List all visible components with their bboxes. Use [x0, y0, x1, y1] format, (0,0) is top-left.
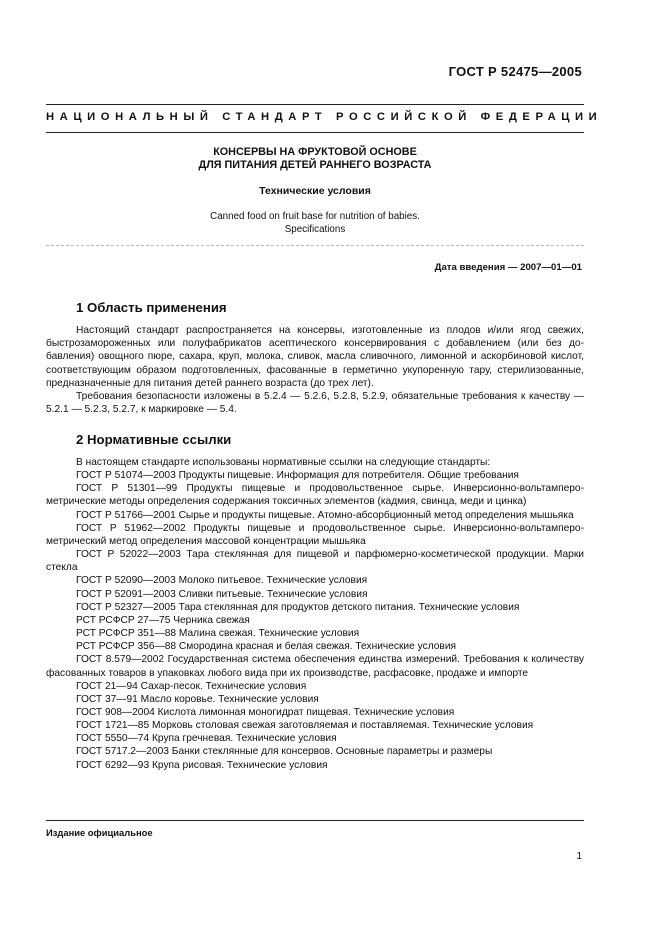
list-item: ГОСТ Р 52327—2005 Тара стеклянная для продуктов детского питания. Технические условия [76, 601, 520, 613]
banner-divider [46, 132, 584, 133]
english-title-line-2: Specifications [284, 224, 346, 235]
list-item: ГОСТ 5550—74 Крупа гречневая. Технические условия [76, 733, 337, 745]
document-title [46, 146, 584, 172]
english-title [46, 210, 584, 236]
list-item: ГОСТ 6292—93 Крупа рисовая. Технические условия [76, 759, 328, 771]
list-item: РСТ РСФСР 356—88 Смородина красная и белая свежая. Технические условия [76, 641, 457, 653]
list-item: ГОСТ 5717.2—2003 Банки стеклянные для консервов. Основные параметры и размеры [76, 746, 493, 758]
list-item: ГОСТ Р 51301—99 Продукты пищевые и продовольственное сырье. Инверсионно-вольтамперометрические методы определения содержания токсичных элементов (кадмия, свинца, меди и цинка) [46, 483, 584, 508]
section-2-heading: 2 Нормативные ссылки [76, 432, 232, 447]
list-item: ГОСТ 8.579—2002 Государственная система обеспечения единства измерений. Требования к количеству фасованных товаров в упаковках любого вида при их производстве, расфасовке, продаже и импорте [46, 654, 584, 679]
section-1-paragraph: Требования безопасности изложены в 5.2.4 — 5.2.6, 5.2.8, 5.2.9, обязательные требования к качеству — 5.2.1 — 5.2.3, 5.2.7, к маркировке — 5.4. [46, 391, 584, 416]
list-item: ГОСТ Р 52022—2003 Тара стеклянная для пищевой и парфюмерно-косметической продукции. Марки стекла [46, 549, 584, 574]
list-item: ГОСТ Р 52091—2003 Сливки питьевые. Технические условия [76, 588, 368, 600]
list-item: ГОСТ 1721—85 Морковь столовая свежая заготовляемая и поставляемая. Технические условия [76, 720, 534, 732]
standard-code: ГОСТ Р 52475—2005 [448, 64, 582, 79]
section-1-heading: 1 Область применения [76, 300, 227, 315]
list-item: ГОСТ 21—94 Сахар-песок. Технические условия [76, 680, 307, 692]
list-item: ГОСТ Р 51074—2003 Продукты пищевые. Информация для потребителя. Общие требования [76, 470, 519, 482]
list-item: В настоящем стандарте использованы нормативные ссылки на следующие стандарты: [76, 457, 491, 468]
national-standard-banner: НАЦИОНАЛЬНЫЙ СТАНДАРТ РОССИЙСКОЙ ФЕДЕРАЦИИ [46, 111, 603, 123]
list-item: ГОСТ Р 51766—2001 Сырье и продукты пищевые. Атомно-абсорбционный метод определения мышьяка [76, 509, 574, 521]
list-item: ГОСТ 908—2004 Кислота лимонная моногидрат пищевая. Технические условия [76, 706, 455, 718]
title-divider [46, 245, 584, 246]
document-subtitle: Технические условия [259, 185, 371, 197]
list-item: ГОСТ Р 51962—2002 Продукты пищевые и продовольственное сырье. Инверсионно-вольтамперометрический метод определения массовой концентрации мышьяка [46, 522, 584, 547]
references-list [46, 456, 584, 772]
footer-divider [46, 820, 584, 821]
list-item: РСТ РСФСР 27—75 Черника свежая [76, 614, 250, 626]
title-line-1: КОНСЕРВЫ НА ФРУКТОВОЙ ОСНОВЕ [213, 146, 417, 158]
title-line-2: ДЛЯ ПИТАНИЯ ДЕТЕЙ РАННЕГО ВОЗРАСТА [198, 159, 432, 171]
introduction-date: Дата введения — 2007—01—01 [434, 262, 582, 273]
section-1-body [46, 324, 584, 416]
section-1-paragraph: Настоящий стандарт распространяется на консервы, изготовленные из плодов и/или ягод свежих, быстрозамороженных или полуфабрикатов асептического консервирования с добавлением (или без добавления) овощного пюре, сахара, круп, молока, сливок, масла сливочного, лимонной и аскорбиновой кислот, соответствующим образом подготовленных, фасованные в герметично укупоренную тару, стерилизованные, предназначенные для питания детей раннего возраста (до трех лет). [46, 325, 584, 389]
top-divider [46, 104, 584, 105]
list-item: РСТ РСФСР 351—88 Малина свежая. Технические условия [76, 628, 360, 640]
page-number: 1 [576, 851, 582, 862]
official-edition-note: Издание официальное [46, 827, 153, 838]
english-title-line-1: Canned food on fruit base for nutrition of babies. [210, 211, 420, 222]
list-item: ГОСТ Р 52090—2003 Молоко питьевое. Технические условия [76, 575, 368, 587]
list-item: ГОСТ 37—91 Масло коровье. Технические условия [76, 693, 319, 705]
